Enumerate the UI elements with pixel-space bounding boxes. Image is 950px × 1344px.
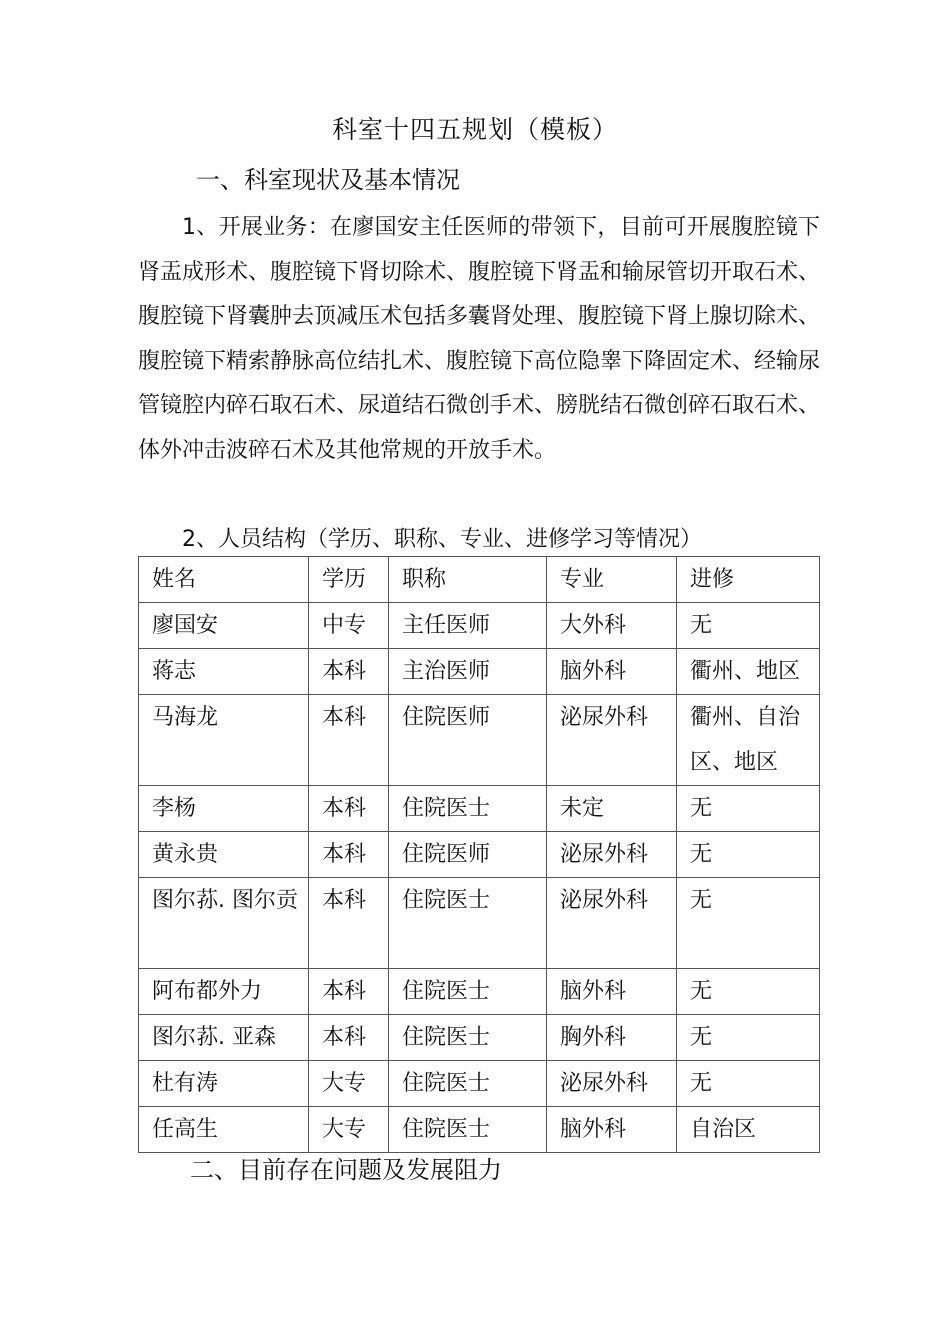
section-heading-current-status: 一、科室现状及基本情况: [196, 166, 460, 194]
cell-title: 住院医士: [389, 786, 547, 832]
cell-title: 住院医士: [389, 969, 547, 1015]
cell-title: 住院医士: [389, 1015, 547, 1061]
cell-education: 本科: [309, 786, 389, 832]
header-specialty: 专业: [547, 557, 677, 603]
cell-title: 住院医师: [389, 832, 547, 878]
cell-training: 衢州、自治区、地区: [677, 695, 820, 786]
cell-training: 无: [677, 603, 820, 649]
cell-education: 本科: [309, 695, 389, 786]
section-heading-problems: 二、目前存在问题及发展阻力: [190, 1156, 502, 1184]
staff-structure-heading: 2、人员结构（学历、职称、专业、进修学习等情况）: [182, 527, 702, 552]
cell-specialty: 泌尿外科: [547, 1061, 677, 1107]
cell-specialty: 大外科: [547, 603, 677, 649]
cell-specialty: 泌尿外科: [547, 695, 677, 786]
cell-specialty: 脑外科: [547, 649, 677, 695]
table-row: [139, 878, 820, 969]
cell-name: 黄永贵: [139, 832, 309, 878]
business-scope-paragraph: 1、开展业务：在廖国安主任医师的带领下，目前可开展腹腔镜下肾盂成形术、腹腔镜下肾切除术、腹腔镜下肾盂和输尿管切开取石术、腹腔镜下肾囊肿去顶减压术包括多囊肾处理、腹腔镜下肾上腺切除术、腹腔镜下精索静脉高位结扎术、腹腔镜下高位隐睾下降固定术、经输尿管镜腔内碎石取石术、尿道结石微创手术、膀胱结石微创碎石取石术、体外冲击波碎石术及其他常规的开放手术。: [138, 215, 821, 463]
cell-training: 无: [677, 1061, 820, 1107]
cell-name: 杜有涛: [139, 1061, 309, 1107]
cell-training: 无: [677, 969, 820, 1015]
table-row: [139, 1107, 820, 1153]
cell-name: 图尔荪. 亚森: [139, 1015, 309, 1061]
cell-title: 主治医师: [389, 649, 547, 695]
cell-name: 马海龙: [139, 695, 309, 786]
table-row: [139, 969, 820, 1015]
cell-education: 本科: [309, 969, 389, 1015]
header-education: 学历: [309, 557, 389, 603]
table-row: [139, 603, 820, 649]
table-row: [139, 1015, 820, 1061]
cell-name: 李杨: [139, 786, 309, 832]
table-row: [139, 695, 820, 786]
table-row: [139, 1061, 820, 1107]
cell-specialty: 胸外科: [547, 1015, 677, 1061]
cell-name: 任高生: [139, 1107, 309, 1153]
table-row: [139, 786, 820, 832]
cell-education: 大专: [309, 1061, 389, 1107]
cell-title: 住院医士: [389, 1061, 547, 1107]
cell-education: 本科: [309, 649, 389, 695]
table-header-row: [139, 557, 820, 603]
cell-education: 本科: [309, 832, 389, 878]
document-title: 科室十四五规划（模板）: [331, 115, 618, 144]
cell-training: 无: [677, 878, 820, 969]
cell-education: 本科: [309, 878, 389, 969]
cell-training: 自治区: [677, 1107, 820, 1153]
cell-name: 图尔荪. 图尔贡: [139, 878, 309, 969]
header-name: 姓名: [139, 557, 309, 603]
cell-education: 中专: [309, 603, 389, 649]
cell-title: 主任医师: [389, 603, 547, 649]
cell-title: 住院医士: [389, 1107, 547, 1153]
header-training: 进修: [677, 557, 820, 603]
cell-education: 大专: [309, 1107, 389, 1153]
cell-specialty: 脑外科: [547, 1107, 677, 1153]
cell-title: 住院医师: [389, 695, 547, 786]
cell-specialty: 脑外科: [547, 969, 677, 1015]
staff-table: [138, 556, 820, 1153]
table-row: [139, 649, 820, 695]
cell-name: 廖国安: [139, 603, 309, 649]
cell-training: 无: [677, 1015, 820, 1061]
cell-training: 衢州、地区: [677, 649, 820, 695]
cell-training: 无: [677, 786, 820, 832]
cell-specialty: 泌尿外科: [547, 832, 677, 878]
cell-name: 蒋志: [139, 649, 309, 695]
cell-title: 住院医士: [389, 878, 547, 969]
cell-education: 本科: [309, 1015, 389, 1061]
cell-name: 阿布都外力: [139, 969, 309, 1015]
cell-specialty: 泌尿外科: [547, 878, 677, 969]
cell-specialty: 未定: [547, 786, 677, 832]
cell-training: 无: [677, 832, 820, 878]
table-row: [139, 832, 820, 878]
header-title: 职称: [389, 557, 547, 603]
